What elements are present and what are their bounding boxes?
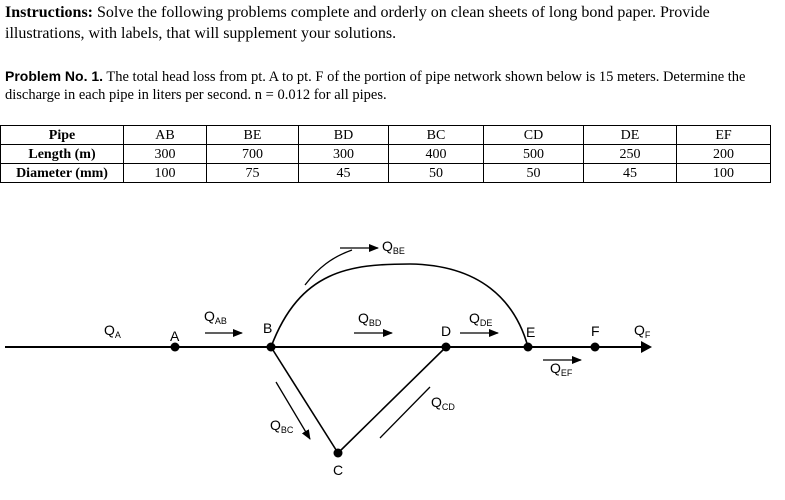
pipe-cell: AB [124,126,207,145]
length-cell: 400 [389,145,484,164]
diameter-cell: 75 [207,164,299,183]
length-cell: 250 [584,145,677,164]
label-qbc: $Q_{BC}$ [270,417,294,435]
label-qbe: $Q_{BE}$ [382,238,405,256]
label-qef: $Q_{EF}$ [550,360,573,378]
label-qde: $Q_{DE}$ [469,310,493,328]
label-node-e: E [526,324,536,340]
label-node-c: C [333,462,344,478]
pipe-cd [338,347,446,453]
pipe-cell: BE [207,126,299,145]
label-qf: $Q_F$ [634,322,651,340]
node-f [591,343,600,352]
row-header-pipe: Pipe [1,126,124,145]
label-qab: $Q_{AB}$ [204,308,227,326]
label-node-f: F [591,323,600,339]
row-header-diameter: Diameter (mm) [1,164,124,183]
pipe-cell: BD [299,126,389,145]
instructions-label: Instructions: [5,4,94,21]
table-row-length [1,145,771,164]
row-header-length: Length (m) [1,145,124,164]
pipe-data-table [0,125,771,183]
table-row-pipe [1,126,771,145]
instructions-text: Solve the following problems complete and orderly on clean sheets of long bond paper. Provide illustrations, with labels, that will supplement your solutions. [5,4,710,42]
problem-label: Problem No. 1. [5,68,104,84]
length-cell: 300 [299,145,389,164]
arrow-qbe-curve [305,250,352,285]
length-cell: 300 [124,145,207,164]
label-node-d: D [441,323,452,339]
node-d [442,343,451,352]
pipe-cell: EF [677,126,771,145]
node-b [267,343,276,352]
length-cell: 500 [484,145,584,164]
problem-paragraph [5,67,780,104]
pipe-cell: BC [389,126,484,145]
diameter-cell: 50 [484,164,584,183]
label-node-b: B [263,320,273,336]
pipe-bc [271,347,338,453]
arrow-qcd [380,387,430,438]
diameter-cell: 45 [299,164,389,183]
label-qbd: $Q_{BD}$ [358,310,382,328]
outflow-arrowhead [641,341,652,353]
label-qcd: $Q_{CD}$ [431,394,455,412]
pipe-cell: CD [484,126,584,145]
diameter-cell: 50 [389,164,484,183]
node-c [334,449,343,458]
label-qa: $Q_A$ [104,322,121,340]
diameter-cell: 45 [584,164,677,183]
instructions-paragraph [5,2,780,44]
length-cell: 200 [677,145,771,164]
length-cell: 700 [207,145,299,164]
node-e [524,343,533,352]
problem-text: The total head loss from pt. A to pt. F of the portion of pipe network shown below is 15 meters. Determine the discharge in each pipe in liters per second. n = 0.012 for all pipes. [5,69,746,103]
pipe-cell: DE [584,126,677,145]
diameter-cell: 100 [124,164,207,183]
table-row-diameter [1,164,771,183]
diameter-cell: 100 [677,164,771,183]
label-node-a: A [170,328,180,344]
pipe-network-diagram [0,190,785,495]
pipe-be [271,264,528,347]
